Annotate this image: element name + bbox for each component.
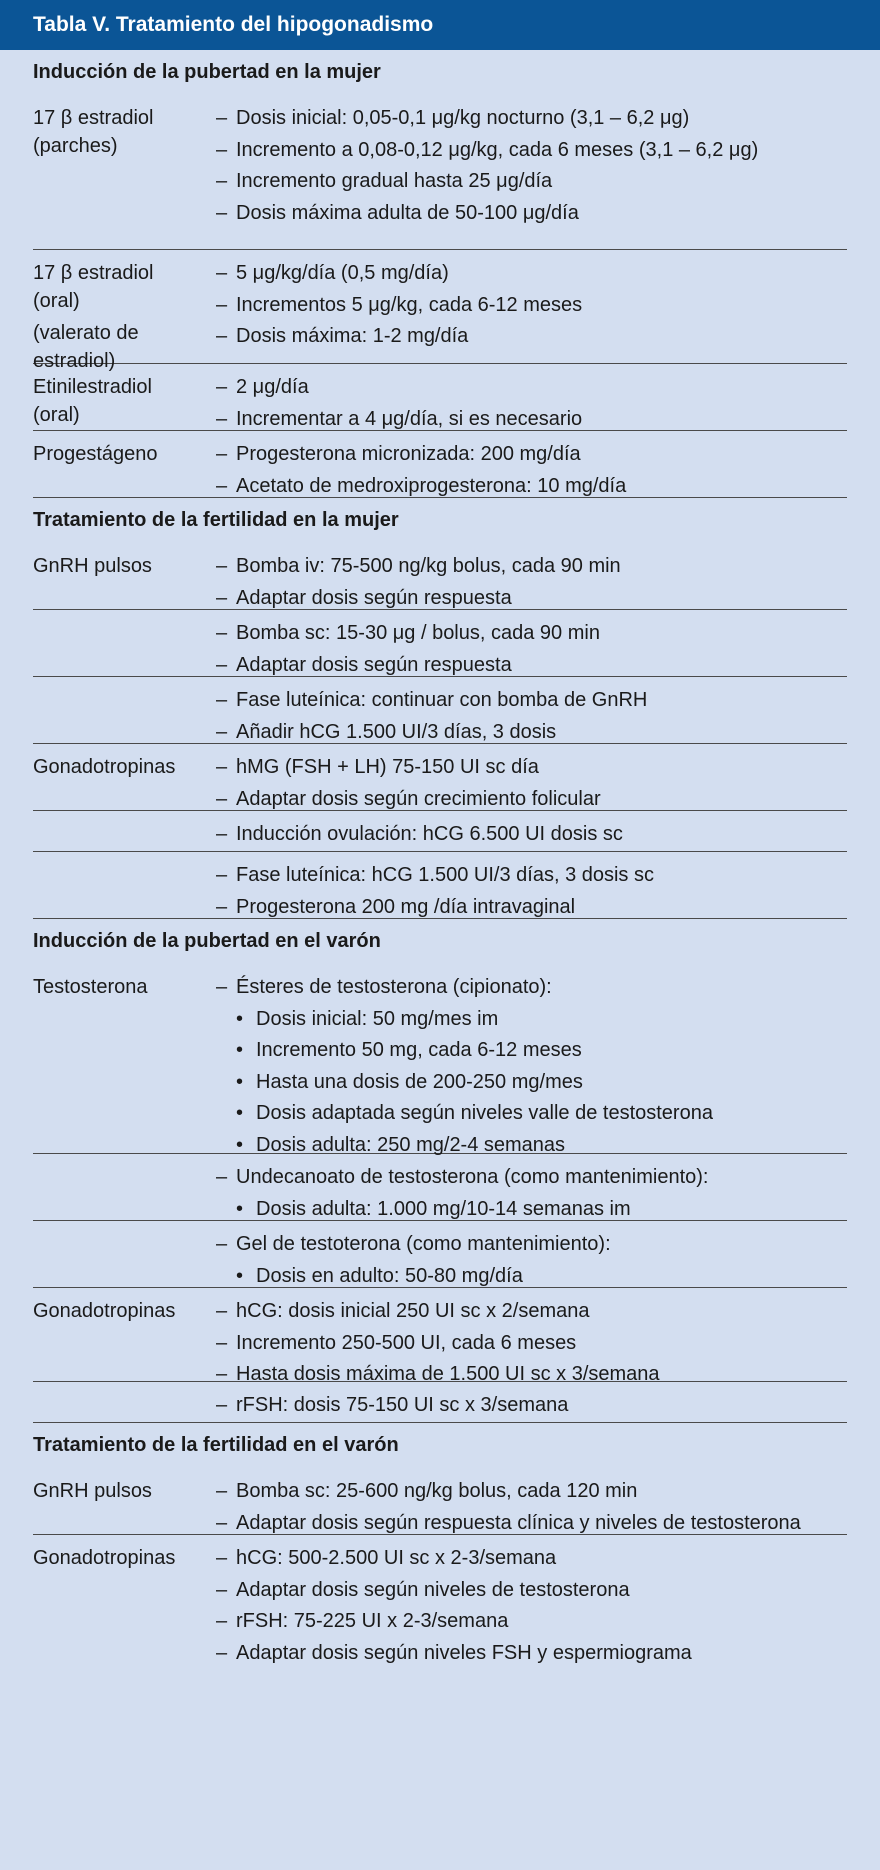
bullet-marker: • [236, 1039, 244, 1061]
dash-marker: – [216, 1331, 228, 1354]
table-row [33, 95, 847, 250]
row-items [216, 972, 847, 1161]
section-title: Tratamiento de la fertilidad en el varón [33, 1434, 399, 1456]
dash-marker: – [216, 1610, 228, 1632]
dash-marker: – [216, 474, 228, 497]
dash-marker: – [216, 1166, 228, 1188]
row-label [33, 441, 213, 469]
row-items [216, 258, 847, 353]
dose-item [216, 972, 847, 1004]
row-label-line: Progestágeno [33, 443, 158, 465]
dash-marker: – [216, 895, 228, 918]
section-title: Inducción de la pubertad en el varón [33, 930, 381, 952]
section-title: Tratamiento de la fertilidad en la mujer [33, 509, 399, 531]
dose-text: 5 μg/kg/día (0,5 mg/día) [236, 262, 449, 284]
dose-item [216, 1543, 847, 1575]
dose-text: Adaptar dosis según respuesta [236, 653, 512, 676]
row-items [216, 439, 847, 502]
dose-item [216, 819, 847, 851]
table-row [33, 431, 847, 498]
dose-subitem [216, 1067, 847, 1099]
row-label-line: (oral) [33, 289, 80, 312]
dose-text: Incrementos 5 μg/kg, cada 6-12 meses [236, 293, 583, 316]
dose-subtext: Dosis inicial: 50 mg/mes im [256, 1007, 499, 1030]
table-row [33, 744, 847, 811]
row-items [216, 1162, 847, 1225]
dose-text: Adaptar dosis según niveles FSH y espermiograma [236, 1641, 692, 1664]
row-items [216, 1390, 847, 1422]
dose-subtext: Dosis adulta: 1.000 mg/10-14 semanas im [256, 1197, 631, 1220]
dose-subitem [216, 1004, 847, 1036]
dose-text: Adaptar dosis según crecimiento folicular [236, 787, 601, 810]
dose-text: Incremento gradual hasta 25 μg/día [236, 170, 553, 192]
dose-item [216, 1606, 847, 1638]
dash-marker: – [216, 1394, 228, 1416]
bullet-marker: • [236, 1264, 244, 1287]
bullet-marker: • [236, 1102, 244, 1124]
row-label-line: Gonadotropinas [33, 1300, 176, 1322]
row-items [216, 819, 847, 851]
row-label-line: 17 β estradiol [33, 107, 154, 129]
dose-text: Adaptar dosis según niveles de testosterona [236, 1578, 630, 1601]
table-row [33, 1154, 847, 1221]
table-row [33, 1288, 847, 1385]
row-label-line: Etinilestradiol [33, 376, 152, 398]
bullet-marker: • [236, 1133, 244, 1156]
dash-marker: – [216, 976, 228, 998]
dose-item [216, 166, 847, 198]
row-label [33, 105, 213, 160]
dose-item [216, 1638, 847, 1670]
table-row [33, 811, 847, 852]
table-row [33, 964, 847, 1154]
dose-subtext: Dosis en adulto: 50-80 mg/día [256, 1264, 523, 1287]
dose-text: 2 μg/día [236, 376, 309, 398]
dose-text: Incremento a 0,08-0,12 μg/kg, cada 6 meses (3,1 – 6,2 μg) [236, 138, 759, 161]
dash-marker: – [216, 756, 228, 778]
row-items [216, 618, 847, 681]
dose-item [216, 618, 847, 650]
row-label-line: estradiol) [33, 349, 116, 372]
dose-item [216, 258, 847, 290]
dose-text: Progesterona 200 mg /día intravaginal [236, 895, 576, 918]
dose-item [216, 290, 847, 322]
dose-text: Inducción ovulación: hCG 6.500 UI dosis sc [236, 823, 623, 845]
dash-marker: – [216, 689, 228, 711]
dash-marker: – [216, 1511, 228, 1534]
dose-item [216, 439, 847, 471]
dose-text: Ésteres de testosterona (cipionato): [236, 976, 552, 998]
dose-text: Bomba iv: 75-500 ng/kg bolus, cada 90 min [236, 555, 621, 577]
table-row [33, 610, 847, 677]
dose-text: Acetato de medroxiprogesterona: 10 mg/día [236, 474, 627, 497]
table-row [33, 1221, 847, 1288]
table-row [33, 677, 847, 744]
dose-item [216, 1229, 847, 1261]
dose-text: hCG: dosis inicial 250 UI sc x 2/semana [236, 1300, 590, 1322]
dose-text: rFSH: 75-225 UI x 2-3/semana [236, 1610, 509, 1632]
bullet-marker: • [236, 1197, 244, 1220]
dash-marker: – [216, 262, 228, 284]
dose-subtext: Incremento 50 mg, cada 6-12 meses [256, 1039, 582, 1061]
row-label [33, 1478, 213, 1506]
row-label [33, 374, 213, 429]
dose-text: Adaptar dosis según respuesta clínica y niveles de testosterona [236, 1511, 801, 1534]
table-row [33, 1535, 847, 1665]
dose-item [216, 1476, 847, 1508]
dose-text: Dosis máxima: 1-2 mg/día [236, 325, 469, 347]
section-title: Inducción de la pubertad en la mujer [33, 61, 381, 83]
row-label [33, 1298, 213, 1326]
row-items [216, 860, 847, 923]
dose-text: Añadir hCG 1.500 UI/3 días, 3 dosis [236, 720, 557, 743]
row-items [216, 551, 847, 614]
row-label-line: 17 β estradiol [33, 262, 154, 284]
dose-text: Incrementar a 4 μg/día, si es necesario [236, 407, 583, 430]
row-items [216, 103, 847, 229]
table-body [0, 50, 880, 1665]
dose-text: Bomba sc: 15-30 μg / bolus, cada 90 min [236, 622, 600, 644]
dose-text: Hasta dosis máxima de 1.500 UI sc x 3/semana [236, 1363, 660, 1385]
table-row [33, 1382, 847, 1423]
dash-marker: – [216, 107, 228, 129]
dose-item [216, 1328, 847, 1360]
row-label [33, 553, 213, 581]
row-items [216, 752, 847, 815]
dose-subtext: Dosis adulta: 250 mg/2-4 semanas [256, 1133, 566, 1156]
dash-marker: – [216, 293, 228, 316]
dash-marker: – [216, 201, 228, 224]
dash-marker: – [216, 138, 228, 161]
dash-marker: – [216, 653, 228, 676]
row-label [33, 974, 213, 1002]
dash-marker: – [216, 1547, 228, 1569]
dose-text: hMG (FSH + LH) 75-150 UI sc día [236, 756, 539, 778]
dash-marker: – [216, 1363, 228, 1385]
dose-text: rFSH: dosis 75-150 UI sc x 3/semana [236, 1394, 569, 1416]
dose-subitem [216, 1035, 847, 1067]
dose-text: Incremento 250-500 UI, cada 6 meses [236, 1331, 577, 1354]
dose-text: Bomba sc: 25-600 ng/kg bolus, cada 120 min [236, 1480, 638, 1502]
dash-marker: – [216, 1300, 228, 1322]
dash-marker: – [216, 864, 228, 886]
dose-item [216, 135, 847, 167]
dose-item [216, 471, 847, 503]
dose-text: Progesterona micronizada: 200 mg/día [236, 443, 581, 465]
row-label [33, 754, 213, 782]
bullet-marker: • [236, 1070, 244, 1093]
dose-item [216, 372, 847, 404]
dose-item [216, 1390, 847, 1422]
table-row [33, 364, 847, 431]
row-items [216, 1543, 847, 1669]
dose-item [216, 892, 847, 924]
row-label [33, 260, 213, 375]
row-label-line: GnRH pulsos [33, 1480, 152, 1502]
dose-item [216, 1575, 847, 1607]
dose-item [216, 860, 847, 892]
dose-text: Dosis máxima adulta de 50-100 μg/día [236, 201, 579, 224]
row-label-line: Gonadotropinas [33, 756, 176, 778]
row-items [216, 1229, 847, 1292]
dash-marker: – [216, 407, 228, 430]
dose-subtext: Hasta una dosis de 200-250 mg/mes [256, 1070, 583, 1093]
dash-marker: – [216, 1641, 228, 1664]
dose-text: Undecanoato de testosterona (como mantenimiento): [236, 1166, 709, 1188]
dash-marker: – [216, 1233, 228, 1255]
table-row [33, 852, 847, 919]
dose-item [216, 103, 847, 135]
dash-marker: – [216, 586, 228, 609]
dose-text: Dosis inicial: 0,05-0,1 μg/kg nocturno (3,1 – 6,2 μg) [236, 107, 690, 129]
table-row [33, 250, 847, 372]
dose-text: hCG: 500-2.500 UI sc x 2-3/semana [236, 1547, 557, 1569]
dose-item [216, 1296, 847, 1328]
row-label [33, 1545, 213, 1573]
bullet-marker: • [236, 1007, 244, 1030]
dash-marker: – [216, 325, 228, 347]
dose-text: Fase luteínica: continuar con bomba de GnRH [236, 689, 648, 711]
row-label-line: Gonadotropinas [33, 1547, 176, 1569]
dose-item [216, 198, 847, 230]
dose-item [216, 551, 847, 583]
dose-item [216, 752, 847, 784]
dash-marker: – [216, 555, 228, 577]
row-label-line: (parches) [33, 134, 118, 157]
dose-text: Gel de testoterona (como mantenimiento): [236, 1233, 611, 1255]
dash-marker: – [216, 823, 228, 845]
table-title: Tabla V. Tratamiento del hipogonadismo [0, 0, 880, 50]
dose-subitem [216, 1098, 847, 1130]
row-items [216, 685, 847, 748]
row-label-line: (valerato de [33, 322, 139, 344]
dash-marker: – [216, 787, 228, 810]
dash-marker: – [216, 170, 228, 192]
dose-text: Adaptar dosis según respuesta [236, 586, 512, 609]
table-row [33, 543, 847, 610]
dose-item [216, 1162, 847, 1194]
dash-marker: – [216, 720, 228, 743]
dose-item [216, 321, 847, 353]
dose-subtext: Dosis adaptada según niveles valle de testosterona [256, 1102, 713, 1124]
row-label-line: Testosterona [33, 976, 148, 998]
row-items [216, 1296, 847, 1391]
dash-marker: – [216, 376, 228, 398]
dose-item [216, 685, 847, 717]
table-row [33, 1468, 847, 1535]
dose-text: Fase luteínica: hCG 1.500 UI/3 días, 3 dosis sc [236, 864, 654, 886]
dash-marker: – [216, 443, 228, 465]
row-label-line: (oral) [33, 403, 80, 426]
row-items [216, 1476, 847, 1539]
dash-marker: – [216, 622, 228, 644]
row-items [216, 372, 847, 435]
dash-marker: – [216, 1480, 228, 1502]
dash-marker: – [216, 1578, 228, 1601]
row-label-line: GnRH pulsos [33, 555, 152, 577]
